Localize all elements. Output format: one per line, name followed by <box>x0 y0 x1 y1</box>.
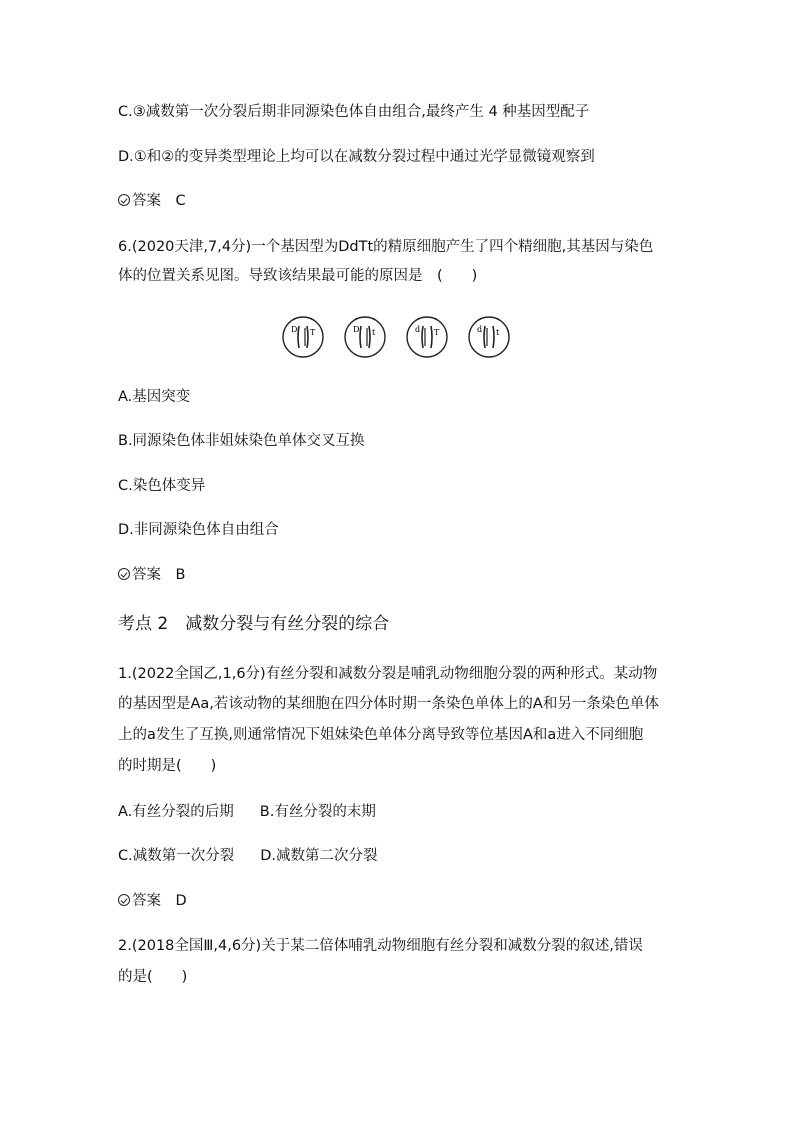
gene-label-left: d <box>415 325 421 334</box>
gene-label-right: T <box>310 328 316 337</box>
answer-text: 答案 D <box>132 893 187 909</box>
check-circle-icon <box>118 568 130 580</box>
question-2-line-1: 2.(2018全国Ⅲ,4,6分)关于某二倍体哺乳动物细胞有丝分裂和减数分裂的叙述,错误 <box>118 938 643 954</box>
question-6-option-b: B.同源染色体非姐妹染色单体交叉互换 <box>118 433 365 449</box>
question-6-option-c: C.染色体变异 <box>118 478 206 494</box>
question-6-option-a: A.基因突变 <box>118 389 191 405</box>
cell-4 <box>466 314 512 360</box>
gene-label-right: t <box>496 328 500 337</box>
gene-label-left: D <box>353 325 360 334</box>
check-circle-icon <box>118 894 130 906</box>
question-1-line-4: 的时期是( ) <box>118 758 217 774</box>
answer-2 <box>118 565 185 585</box>
question-6-option-d: D.非同源染色体自由组合 <box>118 522 279 538</box>
cell-2 <box>342 314 388 360</box>
question-1-line-1: 1.(2022全国乙,1,6分)有丝分裂和减数分裂是哺乳动物细胞分裂的两种形式。某动物 <box>118 666 658 682</box>
answer-3 <box>118 891 187 911</box>
question-1-option-d: D.减数第二次分裂 <box>260 848 378 864</box>
section-heading: 考点 2 减数分裂与有丝分裂的综合 <box>118 614 390 634</box>
check-circle-icon <box>118 194 130 206</box>
question-1-options-cd <box>118 846 378 866</box>
question-1-option-c: C.减数第一次分裂 <box>118 848 235 864</box>
gene-label-left: D <box>291 325 298 334</box>
question-1-line-2: 的基因型是Aa,若该动物的某细胞在四分体时期一条染色单体上的A和另一条染色单体 <box>118 696 659 712</box>
question-1-option-a: A.有丝分裂的后期 <box>118 804 234 820</box>
option-d-prev: D.①和②的变异类型理论上均可以在减数分裂过程中通过光学显微镜观察到 <box>118 149 595 165</box>
cell-diagram <box>280 314 512 360</box>
question-6-line-2: 体的位置关系见图。导致该结果最可能的原因是 ( ) <box>118 268 478 284</box>
gene-label-right: t <box>372 328 376 337</box>
question-1-option-b: B.有丝分裂的末期 <box>259 804 376 820</box>
option-c-prev: C.③减数第一次分裂后期非同源染色体自由组合,最终产生 4 种基因型配子 <box>118 104 590 120</box>
gene-label-left: d <box>477 325 483 334</box>
gene-label-right: T <box>434 328 440 337</box>
answer-text: 答案 C <box>132 193 186 209</box>
answer-text: 答案 B <box>132 567 186 583</box>
answer-1 <box>118 191 186 211</box>
question-1-options-ab <box>118 802 376 822</box>
question-2-line-2: 的是( ) <box>118 969 188 985</box>
question-6-line-1: 6.(2020天津,7,4分)一个基因型为DdTt的精原细胞产生了四个精细胞,其基因与染色 <box>118 239 654 255</box>
cell-3 <box>404 314 450 360</box>
question-1-line-3: 上的a发生了互换,则通常情况下姐妹染色单体分离导致等位基因A和a进入不同细胞 <box>118 727 644 743</box>
cell-1 <box>280 314 326 360</box>
